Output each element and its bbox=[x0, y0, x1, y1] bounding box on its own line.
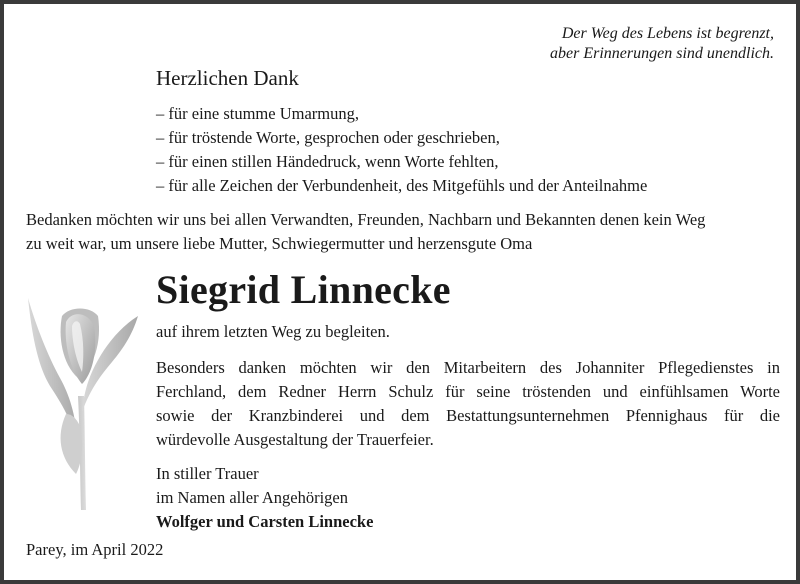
farewell-line: auf ihrem letzten Weg zu begleiten. bbox=[156, 322, 390, 341]
thanks-list bbox=[156, 102, 647, 198]
intro-line-2: zu weit war, um unsere liebe Mutter, Schwiegermutter und herzensgute Oma bbox=[26, 234, 533, 253]
place-date: Parey, im April 2022 bbox=[26, 540, 164, 559]
signoff-line-1: In stiller Trauer bbox=[156, 464, 259, 483]
mourner-names: Wolfger und Carsten Linnecke bbox=[156, 512, 374, 531]
motto-quote bbox=[550, 24, 774, 64]
motto-line-1: Der Weg des Lebens ist begrenzt, bbox=[561, 25, 774, 42]
thanks-list-item: – für einen stillen Händedruck, wenn Worte fehlten, bbox=[156, 152, 499, 171]
intro-line-1: Bedanken möchten wir uns bei allen Verwandten, Freunden, Nachbarn und Bekannten denen kein Weg bbox=[26, 210, 706, 229]
special-thanks-line: Besonders danken möchten wir den Mitarbeitern des Johanniter Pflegedienstes in bbox=[156, 358, 780, 377]
signoff bbox=[156, 462, 373, 534]
special-thanks-line: sowie der Kranzbinderei und dem Bestattungsunternehmen Pfennighaus für die bbox=[156, 406, 780, 425]
intro-paragraph bbox=[26, 208, 705, 256]
thanks-list-item: – für tröstende Worte, gesprochen oder geschrieben, bbox=[156, 128, 500, 147]
thanks-heading: Herzlichen Dank bbox=[156, 66, 299, 90]
thanks-list-item: – für alle Zeichen der Verbundenheit, des Mitgefühls und der Anteilnahme bbox=[156, 176, 648, 195]
thanks-list-item: – für eine stumme Umarmung, bbox=[156, 104, 359, 123]
tulip-leaf-lower bbox=[61, 414, 83, 474]
tulip-image bbox=[26, 286, 142, 516]
special-thanks-paragraph bbox=[156, 356, 780, 452]
special-thanks-line: würdevolle Ausgestaltung der Trauerfeier. bbox=[156, 430, 434, 449]
motto-line-2: aber Erinnerungen sind unendlich. bbox=[550, 45, 774, 62]
signoff-line-2: im Namen aller Angehörigen bbox=[156, 488, 348, 507]
special-thanks-line: Ferchland, dem Redner Herrn Schulz für seine tröstenden und einfühlsamen Worte bbox=[156, 382, 780, 401]
deceased-name: Siegrid Linnecke bbox=[156, 267, 451, 312]
